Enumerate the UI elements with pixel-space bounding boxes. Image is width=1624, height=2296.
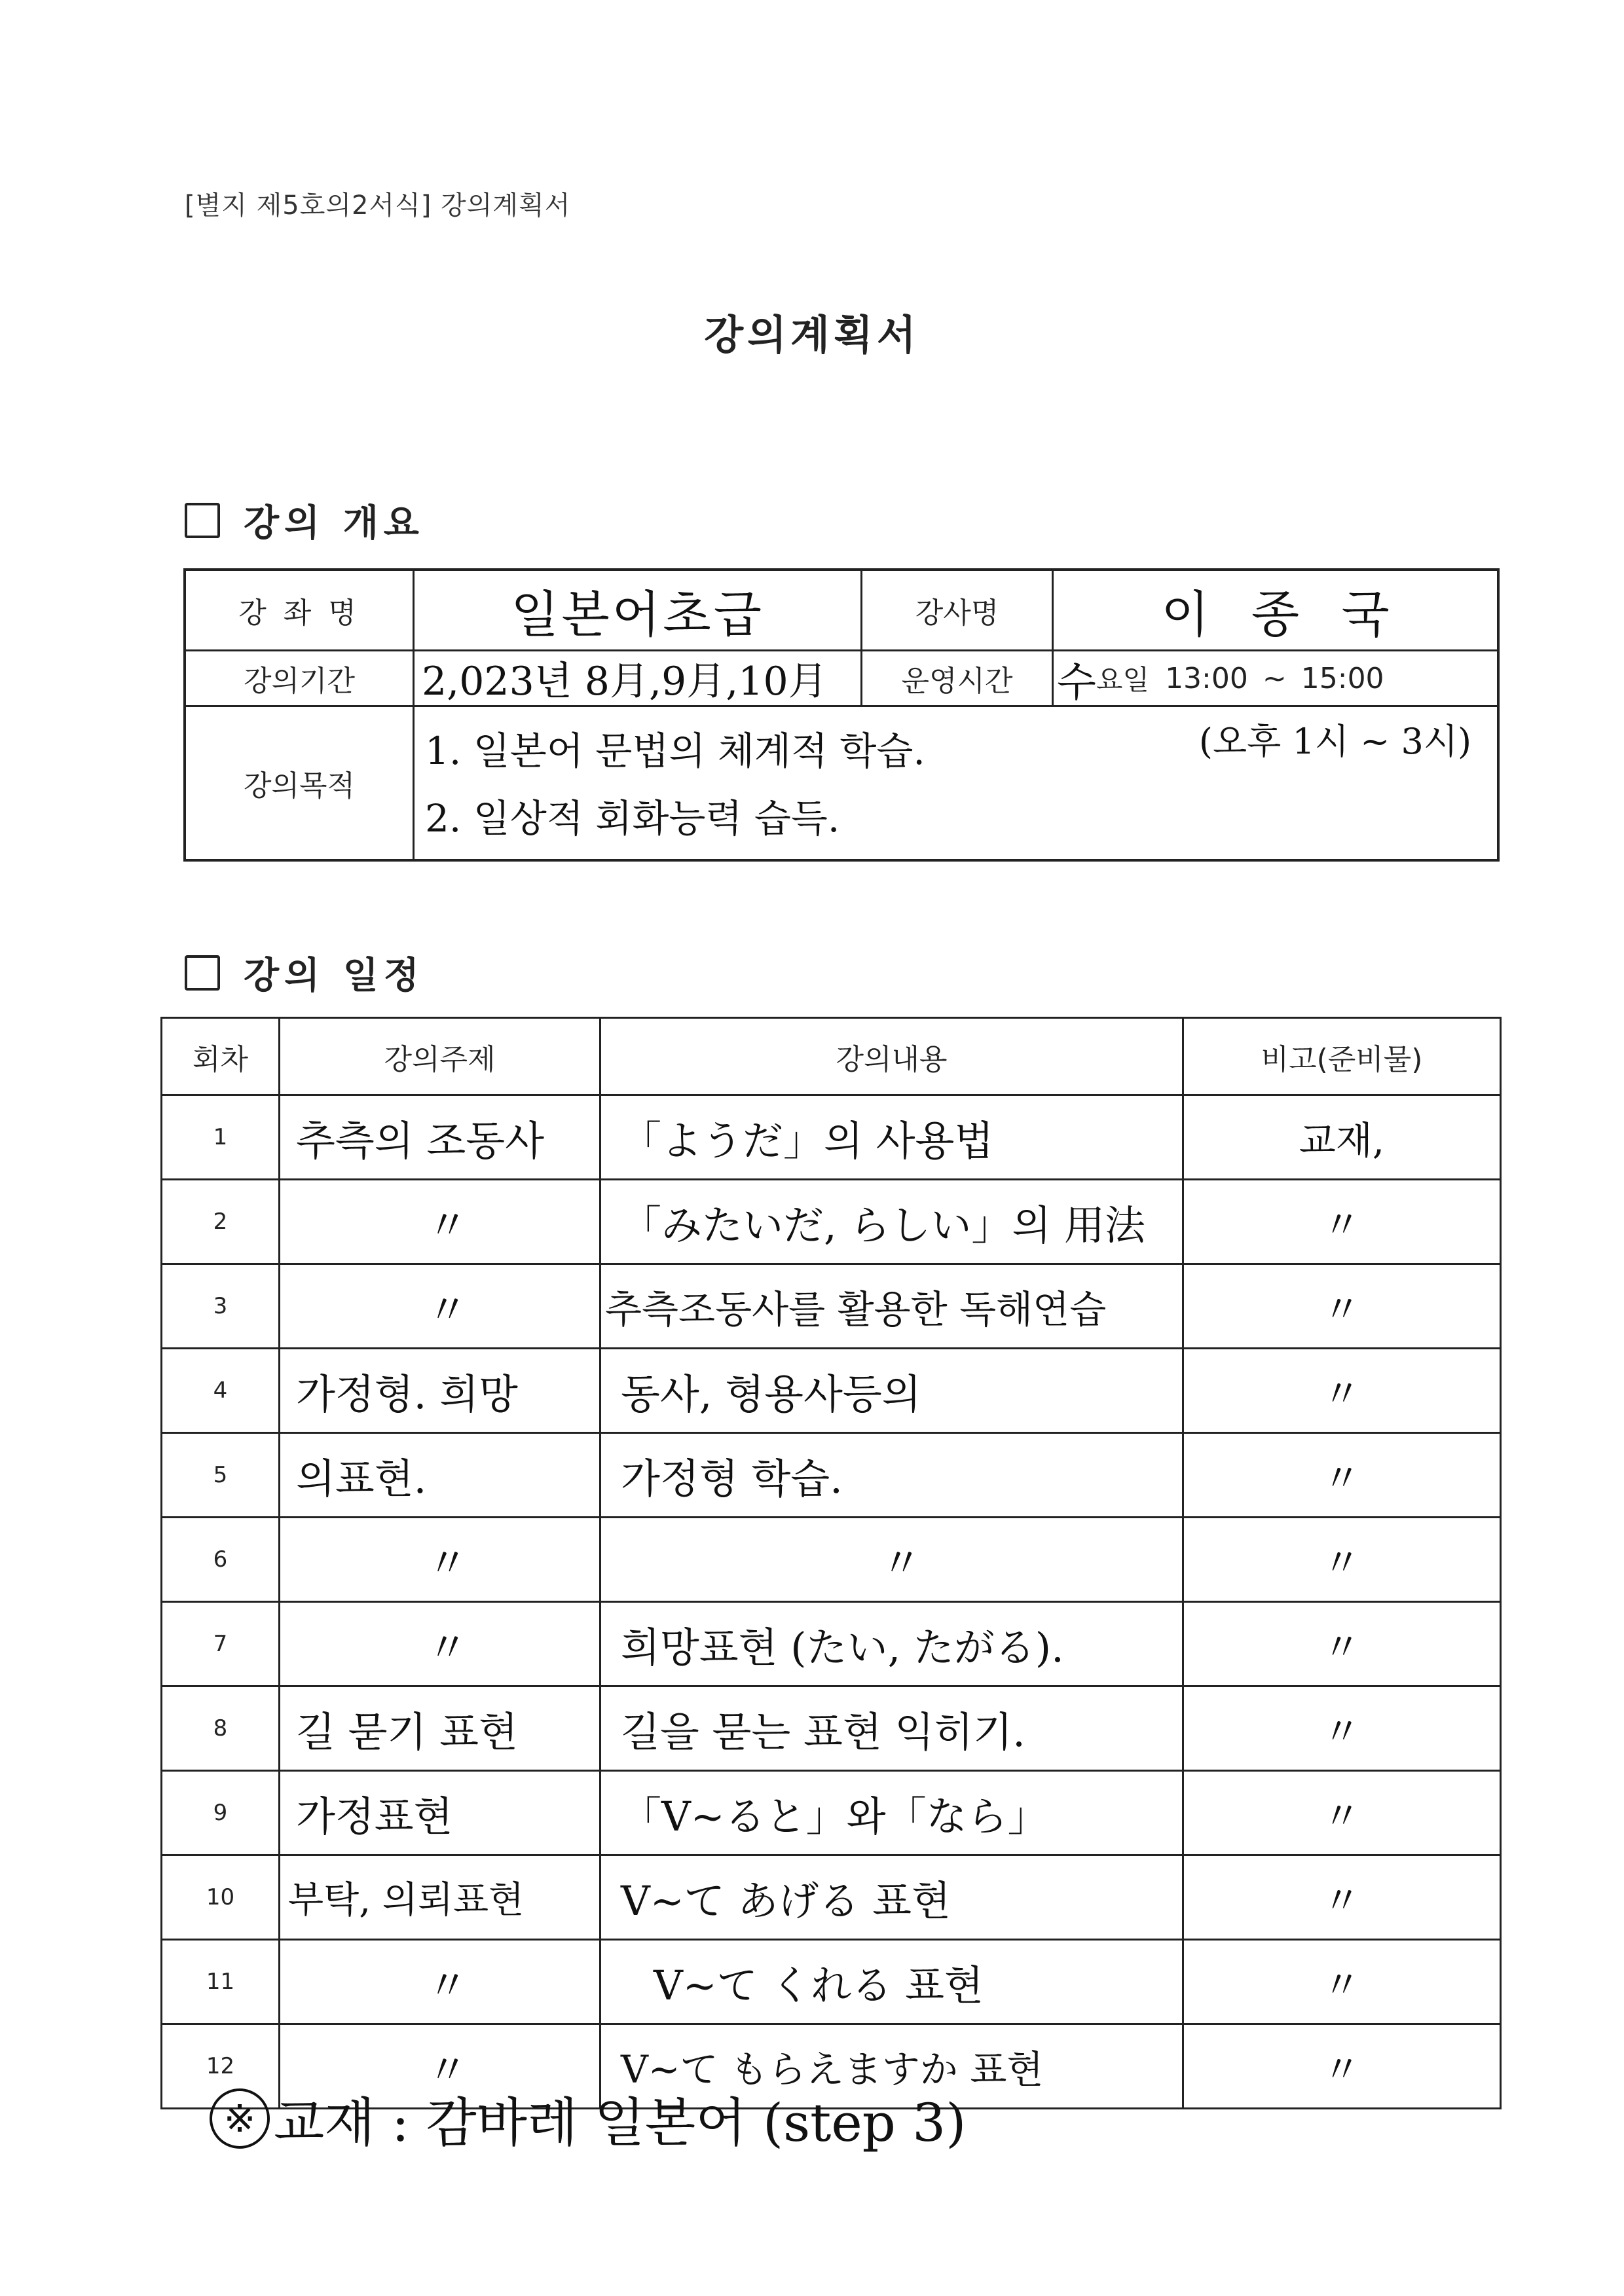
session-topic: 의표현. (280, 1433, 600, 1518)
course-name-value: 일본어초급 (510, 585, 765, 644)
col-header-content: 강의내용 (600, 1018, 1183, 1095)
reference-mark-icon: ※ (210, 2088, 270, 2149)
session-note: 〃 (1183, 1771, 1501, 1855)
overview-section-heading (185, 494, 424, 547)
table-row (162, 1518, 1501, 1602)
session-topic: 추측의 조동사 (280, 1095, 600, 1180)
session-topic: 부탁, 의뢰표현 (280, 1855, 600, 1940)
session-number: 10 (162, 1855, 280, 1940)
schedule-section-title: 강의 일정 (244, 955, 424, 997)
session-topic: 가정표현 (280, 1771, 600, 1855)
session-topic: 〃 (280, 2024, 600, 2109)
session-note: 〃 (1183, 1349, 1501, 1433)
session-note: 〃 (1183, 2024, 1501, 2109)
col-header-session: 회차 (162, 1018, 280, 1095)
period-value: 2,023년 8月,9月,10月 (422, 659, 828, 704)
operating-time-label: 운영시간 (901, 665, 1013, 698)
table-row (162, 1686, 1501, 1771)
table-row (162, 1602, 1501, 1686)
session-number: 12 (162, 2024, 280, 2109)
table-row (162, 1855, 1501, 1940)
session-note: 〃 (1183, 1686, 1501, 1771)
session-note: 〃 (1183, 1855, 1501, 1940)
table-row (162, 1433, 1501, 1518)
instructor-value: 이 종 국 (1161, 585, 1390, 644)
time-end: 15:00 (1301, 661, 1384, 695)
session-number: 5 (162, 1433, 280, 1518)
session-topic: 길 묻기 표현 (280, 1686, 600, 1771)
session-topic: 〃 (280, 1264, 600, 1349)
overview-section-title: 강의 개요 (244, 502, 424, 545)
footnote (210, 2081, 966, 2156)
schedule-section-heading (185, 947, 424, 999)
checkbox-icon (185, 503, 220, 538)
session-topic: 〃 (280, 1518, 600, 1602)
session-content: 〃 (600, 1518, 1183, 1602)
session-number: 9 (162, 1771, 280, 1855)
time-start: 13:00 (1165, 661, 1248, 695)
session-content: 추측조동사를 활용한 독해연습 (600, 1264, 1183, 1349)
session-content: 「V~ると」와「なら」 (600, 1771, 1183, 1855)
goal-item-1: 1. 일본어 문법의 체계적 학습. (425, 729, 925, 773)
table-row (162, 1940, 1501, 2024)
session-topic: 〃 (280, 1602, 600, 1686)
session-note: 〃 (1183, 1602, 1501, 1686)
session-number: 8 (162, 1686, 280, 1771)
table-row (162, 1095, 1501, 1180)
session-content: 동사, 형용사등의 (600, 1349, 1183, 1433)
session-content: 「みたいだ, らしい」의 用法 (600, 1180, 1183, 1264)
session-note: 교재, (1183, 1095, 1501, 1180)
overview-table (183, 568, 1500, 862)
instructor-label: 강사명 (915, 596, 999, 630)
session-note: 〃 (1183, 1264, 1501, 1349)
session-content: V~て くれる 표현 (600, 1940, 1183, 2024)
table-row (162, 1349, 1501, 1433)
session-topic: 〃 (280, 1940, 600, 2024)
operating-time-value (1057, 651, 1497, 705)
schedule-table (160, 1017, 1502, 2109)
goal-item-2: 2. 일상적 회화능력 습득. (425, 796, 840, 841)
session-number: 7 (162, 1602, 280, 1686)
time-separator: ~ (1262, 661, 1287, 695)
session-note: 〃 (1183, 1180, 1501, 1264)
session-number: 11 (162, 1940, 280, 2024)
schedule-header-row (162, 1018, 1501, 1095)
form-reference: [별지 제5호의2서식] 강의계획서 (185, 191, 571, 221)
session-number: 4 (162, 1349, 280, 1433)
session-number: 3 (162, 1264, 280, 1349)
session-topic: 〃 (280, 1180, 600, 1264)
session-note: 〃 (1183, 1433, 1501, 1518)
session-note: 〃 (1183, 1940, 1501, 2024)
table-row (162, 1771, 1501, 1855)
session-content: 「ようだ」의 사용법 (600, 1095, 1183, 1180)
period-label: 강의기간 (243, 665, 355, 698)
table-row (162, 1264, 1501, 1349)
session-content: V~て あげる 표현 (600, 1855, 1183, 1940)
session-number: 1 (162, 1095, 280, 1180)
footnote-text: 교재 : 감바레 일본어 (step 3) (274, 2092, 967, 2153)
weekday-suffix: 요일 (1096, 664, 1150, 696)
col-header-topic: 강의주제 (280, 1018, 600, 1095)
weekday-value: 수 (1057, 657, 1096, 706)
document-title: 강의계획서 (704, 311, 920, 359)
session-content: V~て もらえますか 표현 (600, 2024, 1183, 2109)
course-name-label: 강 좌 명 (238, 596, 360, 630)
table-row (162, 1180, 1501, 1264)
time-note: (오후 1시 ~ 3시) (1198, 720, 1472, 762)
session-number: 2 (162, 1180, 280, 1264)
checkbox-icon (185, 955, 220, 991)
session-topic: 가정형. 희망 (280, 1349, 600, 1433)
col-header-notes: 비고(준비물) (1183, 1018, 1501, 1095)
session-content: 길을 묻는 표현 익히기. (600, 1686, 1183, 1771)
session-number: 6 (162, 1518, 280, 1602)
goal-label: 강의목적 (243, 769, 355, 803)
session-note: 〃 (1183, 1518, 1501, 1602)
session-content: 희망표현 (たい, たがる). (600, 1602, 1183, 1686)
session-content: 가정형 학습. (600, 1433, 1183, 1518)
